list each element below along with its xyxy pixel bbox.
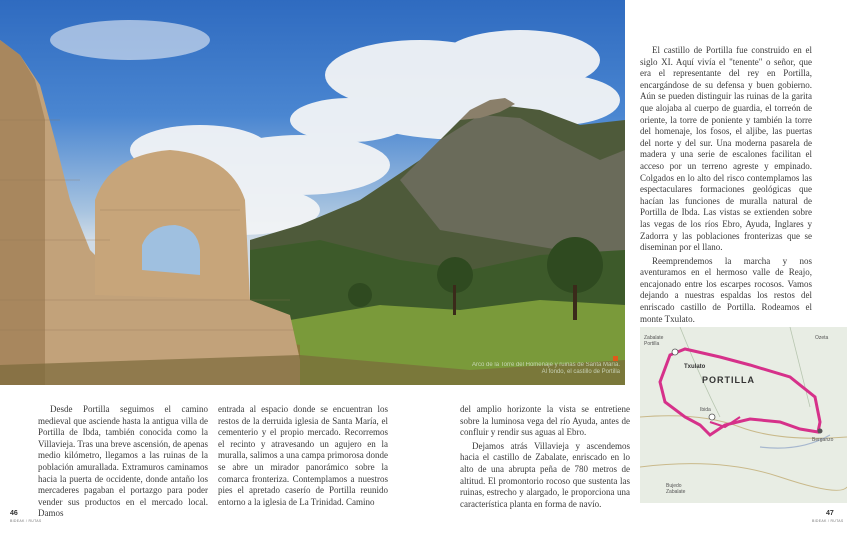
folio-sub-left: BIDEAK / RUTAS <box>10 519 42 523</box>
page-number-left: 46 <box>10 510 18 517</box>
map-label-portilla: PORTILLA <box>702 375 755 385</box>
map-label-bottom: Bujedo Zabalate <box>666 483 686 495</box>
page-number-right: 47 <box>826 510 834 517</box>
col2-paragraph: entrada al espacio donde se encuentran los restos de la derruida iglesia de Santa María, el cementerio y el propio mercado. Recorremos el recinto y atravesando un agujero en la muralla, salimos a una campa primorosa donde se abre un mirador panorámico sobre la comarca fronteriza. Contemplamos a nuestros pies el apretado caserío de Portilla reunido entorno a la iglesia de La Trinidad. Camino <box>218 404 388 507</box>
map-label-ibida: Ibida <box>700 407 711 413</box>
map-label-txulato: Txulato <box>684 364 706 370</box>
col3-paragraph-2: Dejamos atrás Villavieja y ascendemos hacia el castillo de Zabalate, enriscado en lo alto de una abrupta peña de 780 metros de altitud. El promontorio rocoso que sustenta las ruinas, estrecho y alargado, le proporciona una característica planta en forma de navío. <box>460 440 630 509</box>
bottom-text-column-3 <box>460 404 630 510</box>
right-paragraph-1: El castillo de Portilla fue construido en el siglo XI. Aquí vivía el "tenente" o señor, que era el representante del rey en Portilla, encargándose de su defensa y buen gobierno. Aún se pueden distinguir las ruinas de la garita que alojaba al cuerpo de guardia, el torreón de oriente, la torre de poniente y también la torre del homenaje, los fosos, el aljibe, las puertas del norte y del sur. Una moderna pasarela de madera y una serie de escalones facilitan el acceso por un terreno agreste y empinado. Colgados en lo alto del risco contemplamos las espectaculares formaciones geológicas que hacían las funciones de muralla natural de Portilla de Ibda. Las vistas se extienden sobre las vegas de los ríos Ebro, Ayuda, Inglares y Zadorra y las poblaciones fronterizas que se diseminan por el llano. <box>640 45 812 253</box>
right-paragraph-2: Reemprendemos la marcha y nos aventuramos en el hermoso valle de Reajo, encajonado entre los escarpes rocosos. Vamos dejando a nuestras espaldas los restos del enriscado castillo de Portilla. Rodeamos el monte Txulato. <box>640 255 812 324</box>
route-map <box>640 327 847 503</box>
bottom-text-column-1 <box>38 404 208 520</box>
map-label-zabalate: Zabalate Portilla <box>644 335 664 347</box>
right-text-column <box>640 45 812 325</box>
map-illustration <box>640 327 847 503</box>
photo-caption: Arco de la Torre del Homenaje y ruinas de Santa María. Al fondo, el castillo de Portilla <box>472 362 620 375</box>
map-label-top-right: Ozeta <box>815 335 829 341</box>
folio-sub-right: BIDEAK / RUTAS <box>812 519 844 523</box>
bottom-text-column-2 <box>218 404 388 508</box>
caption-marker <box>613 356 618 361</box>
col3-paragraph-1: del amplio horizonte la vista se entretiene sobre la luminosa vega del río Ayuda, antes de confluir y rendir sus aguas al Ebro. <box>460 404 630 438</box>
map-label-berganzo: Berganzo <box>812 437 834 443</box>
col1-paragraph: Desde Portilla seguimos el camino medieval que asciende hasta la antigua villa de Portilla de Ibda, también conocida como la Villavieja. Tras una breve ascensión, de apenas medio kilómetro, llegamos a las ruinas de la población amurallada. Extramuros caminamos hacia la puerta de occidente, donde antaño los mercaderes pagaban el portazgo para poder vender sus productos en el mercado local. Damos <box>38 404 208 519</box>
